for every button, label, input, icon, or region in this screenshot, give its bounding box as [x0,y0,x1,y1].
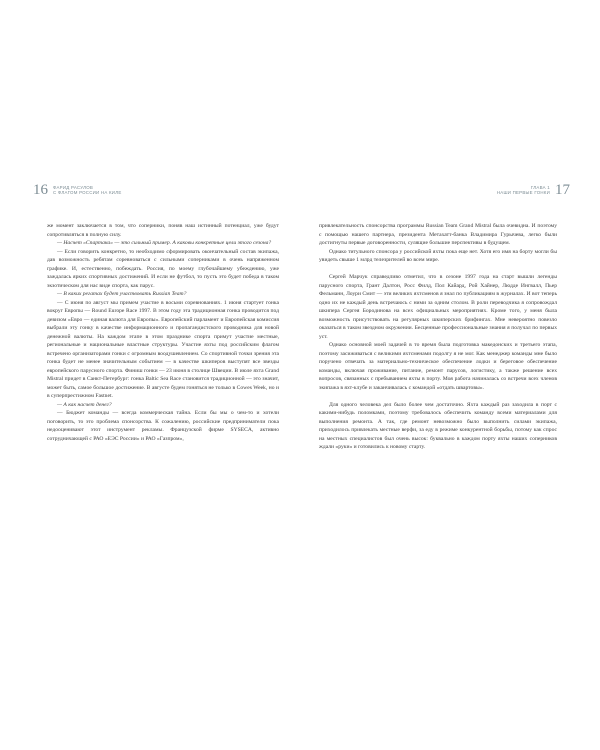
paragraph: привлекательность спонсорства программы Russian Team Grand Mistral была очевидна. И поэтому с помощью нашего партнера, президента Метахатт-банка Владимира Гурычева, легко были достигнуты первые договоренности, сулящие большие перспективы в будущем. [319,223,557,246]
interview-answer: — Если говорить конкретно, то необходимо сформировать окончательный состав экипажа, дав возможность ребятам соревноваться с сильными соперниками в очень напряженном графике. И, естественно, побеждать. Россия, по моему глубочайшему убеждению, уже заждалась ярких спортивных достижений. И если не футбол, то пусть это будет победа в таком экзотическом для нас виде спорта, как парус. [47,248,279,289]
right-page-header [497,183,570,198]
paragraph: Для одного человека дел было более чем достаточно. Яхта каждый раз заходила в порт с какими-нибудь поломками, поэтому требовалось обеспечить команду всеми материалами для выполнения ремонта. А так, где ремонт невозможно было выполнить силами экипажа, приходилось привлекать местные верфи, за еду в режиме конкурентной борьбы, потому как спрос на местных специалистов был очень высок: буквально в каждом порту яхты наших соперников ждали «руки» и готовились к новому старту. [319,401,557,450]
left-page-header [33,183,122,198]
paragraph: Однако титульного спонсора у российской яхты пока еще нет. Хотя его имя на борту могли бы увидеть свыше 1 млрд телезрителей во всем мире. [319,248,557,263]
right-running-head [497,185,550,196]
right-text-column [319,222,557,452]
paragraph: Однако основной моей задачей в то время была подготовка македонских и третьего этапа, поэтому засиживаться с великими яхтсменами подолгу я не мог. Как менеджер команды мне было поручено отвечать за материально-техническое обеспечение лодки и береговое обеспечение команды, включая проживание, питание, ремонт парусов, логистику, а также решение всех вопросов, связанных с пребыванием яхты в порту. Моя работа начиналась со встречи всех членов экипажа в яхт-клубе и заканчивалась с командой «отдать швартовы». [319,342,557,391]
right-running-head-title: НАШИ ПЕРВЫЕ ГОНКИ [496,190,550,196]
interview-answer: — С июня по август мы примем участие в восьми соревнованиях. 1 июня стартует гонка вокруг Европы — Round Europe Race 1997. В этом году эта традиционная гонка проводится под девизом «Евро — единая валюта для Европы». Европейский парламент и Европейская комиссия выбрали эту гонку в качестве информационного и пропагандистского проводника для новой денежной валюты. На каждом этапе в этом празднике спорта примут участие местные, региональные и национальные властные структуры. Участие яхты под российским флагом встречено организаторами гонки с огромным воодушевлением. Со спортивной точки зрения эта гонка будет не менее значительным событием — в качестве шкиперов выступят все звезды европейского парусного спорта. Финиш гонки — 23 июня в столице Швеции. В июле яхта Grand Mistral придет в Санкт-Петербург: гонка Baltic Sea Race становится традиционной — это значит, может быть, самое большое достижение. В августе будем гоняться не только в Cowes Week, но и в суперпрестижном Fastnet. [47,299,279,399]
left-running-head-title: С ФЛАГОМ РОССИИ НА КИЛЕ [53,190,122,196]
left-text-column [47,222,279,443]
interview-question: — Насчет «Спартака» — это сильный пример. А каковы конкретные цели этого сезона? [57,240,272,246]
interview-answer: — Бюджет команды — всегда коммерческая тайна. Если бы мы о чем-то и хотели поговорить, то это проблема спонсорства. К сожалению, российские предприниматели пока недооценивают этот инструмент рекламы. Французской фирме SYSECA, активно сотрудничающей с РАО «ЕЭС России» и РАО «Газпром», [47,410,279,442]
left-running-head [53,185,122,196]
left-page-number: 16 [33,182,48,198]
interview-question: — В каких регатах будет участвовать Russian Team? [57,291,187,297]
paragraph: Сергей Марчук справедливо отметил, что в сезоне 1997 года на старт вышли легенды парусного спорта, Грант Далтон, Росс Филд, Пол Кайард, Рой Хайнер, Людде Ингвалл, Пьер Фельманн, Лоури Смит — эти великих яхтсменов я знал по публикациям в журналах. И вот теперь одно их не каждый день встречаюсь с ними за одним столом. В роли переводчика я сопровождал шкипера Сергея Бородинова на всех официальных мероприятиях. Кроме того, у меня была возможность присутствовать на регулярных шкиперских брифингах. Мне невероятно повезло оказаться в таком звездном окружении. Бесценные профессиональные знания я получал по первых уст. [319,274,557,340]
paragraph: же момент заключается в том, что соперники, поняв наш истинный потенциал, уже будут сопротивляться в полную силу. [47,223,279,238]
interview-question: — А как насчет денег? [57,401,112,408]
right-page-number: 17 [555,182,570,198]
right-running-head-chapter: ГЛАВА 1 [530,185,550,190]
left-running-head-author: ФАРИД РАСУЛОВ [53,185,94,190]
